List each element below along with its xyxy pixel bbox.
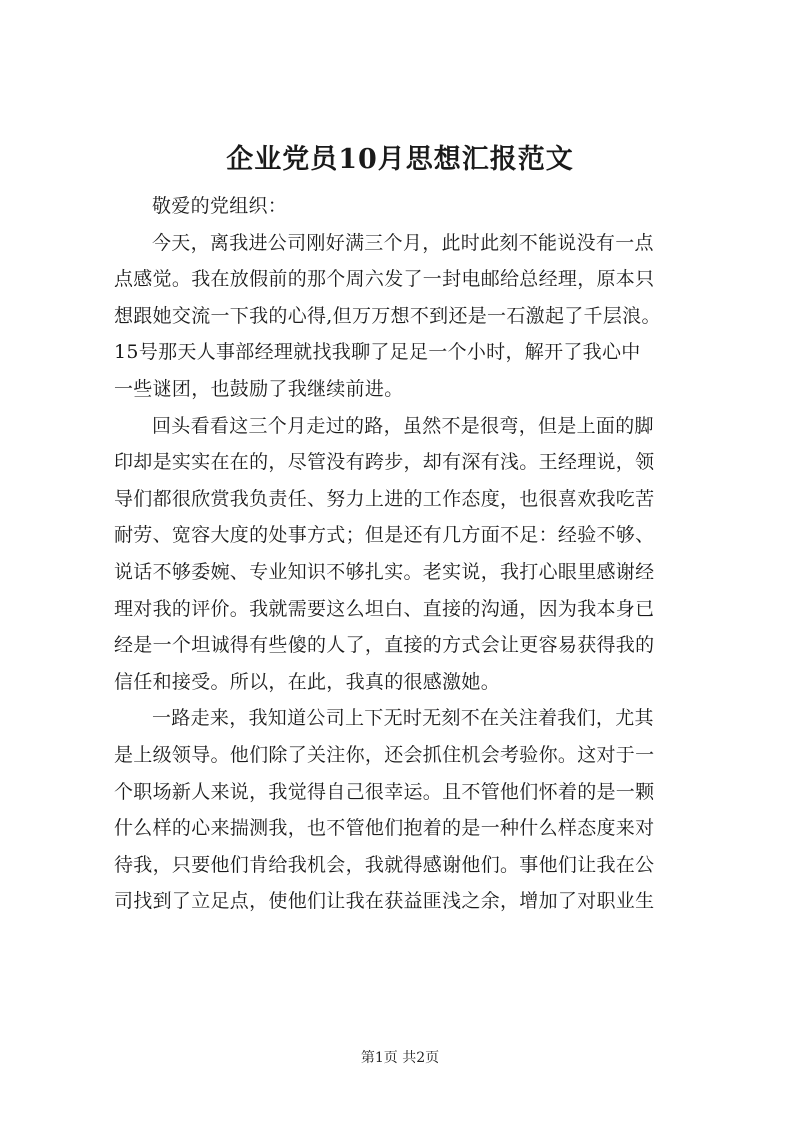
paragraph-line: 个职场新人来说，我觉得自己很幸运。且不管他们怀着的是一颗 (114, 780, 655, 803)
paragraph-line: 印却是实实在在的，尽管没有跨步，却有深有浅。王经理说，领 (114, 451, 655, 474)
paragraph-line: 信任和接受。所以，在此，我真的很感激她。 (114, 670, 501, 693)
paragraph-line: 说话不够委婉、专业知识不够扎实。老实说，我打心眼里感谢经 (114, 560, 655, 583)
paragraph-line: 导们都很欣赏我负责任、努力上进的工作态度，也很喜欢我吃苦 (114, 487, 655, 510)
paragraph-line: 理对我的评价。我就需要这么坦白、直接的沟通，因为我本身已 (114, 597, 655, 620)
salutation-line: 敬爱的党组织： (152, 195, 288, 217)
paragraph-line: 一路走来，我知道公司上下无时无刻不在关注着我们，尤其 (152, 707, 654, 730)
paragraph-line: 15号那天人事部经理就找我聊了足足一个小时，解开了我心中 (114, 341, 641, 364)
paragraph-line: 是上级领导。他们除了关注你，还会抓住机会考验你。这对于一 (114, 743, 655, 766)
paragraph-line: 司找到了立足点，使他们让我在获益匪浅之余，增加了对职业生 (114, 890, 655, 913)
paragraph-line: 什么样的心来揣测我，也不管他们抱着的是一种什么样态度来对 (114, 817, 655, 840)
document-title: 企业党员10月思想汇报范文 (226, 144, 574, 175)
document-body (114, 188, 710, 920)
paragraph-line: 点感觉。我在放假前的那个周六发了一封电邮给总经理，原本只 (114, 268, 655, 291)
paragraph-line: 耐劳、宽容大度的处事方式；但是还有几方面不足：经验不够、 (114, 524, 655, 547)
page-number-footer: 第1页 共2页 (360, 1050, 440, 1066)
paragraph-line: 回头看看这三个月走过的路，虽然不是很弯，但是上面的脚 (152, 414, 654, 437)
paragraph-line: 一些谜团，也鼓励了我继续前进。 (114, 377, 404, 400)
paragraph-line: 想跟她交流一下我的心得,但万万想不到还是一石激起了千层浪。 (114, 304, 661, 327)
paragraph-line: 待我，只要他们肯给我机会，我就得感谢他们。事他们让我在公 (114, 853, 655, 876)
paragraph-line: 经是一个坦诚得有些傻的人了，直接的方式会让更容易获得我的 (114, 634, 655, 657)
paragraph-line: 今天，离我进公司刚好满三个月，此时此刻不能说没有一点 (152, 231, 654, 254)
